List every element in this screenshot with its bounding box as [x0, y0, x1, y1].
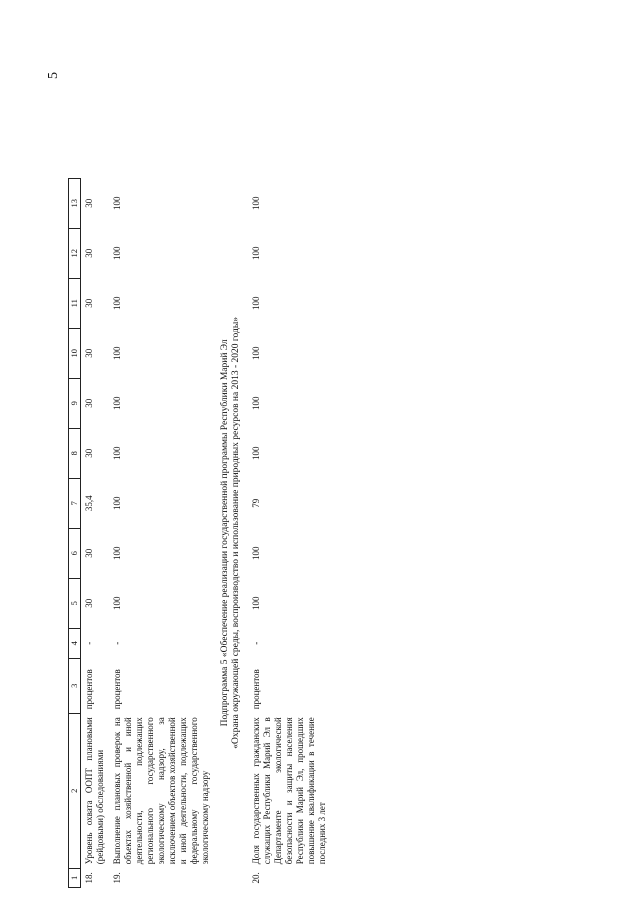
value-cell: 100 — [112, 196, 122, 210]
table-header-row — [69, 178, 81, 887]
value-cell: 30 — [84, 398, 94, 408]
value-cell: 30 — [84, 198, 94, 208]
header-cell: 6 — [69, 528, 81, 578]
value-cell: 100 — [112, 496, 122, 510]
row-number: 20. — [251, 872, 261, 884]
header-cell: 11 — [69, 278, 81, 328]
table-row — [248, 178, 331, 887]
value-cell: 30 — [84, 298, 94, 308]
value-cell: 100 — [251, 346, 261, 360]
value-cell: 100 — [112, 296, 122, 310]
value-cell: 100 — [251, 446, 261, 460]
col4-cell: - — [84, 641, 94, 645]
subprogram-heading — [214, 178, 248, 887]
value-cell: 100 — [112, 596, 122, 610]
subprogram-title-line1: Подпрограмма 5 «Обеспечение реализации государственной программы Республики Марий Эл — [220, 339, 230, 727]
value-cell: 35,4 — [84, 495, 94, 512]
unit-cell: процентов — [84, 669, 94, 710]
header-cell: 12 — [69, 228, 81, 278]
header-cell: 10 — [69, 328, 81, 378]
row-number: 19. — [112, 872, 122, 884]
value-cell: 100 — [112, 546, 122, 560]
value-cell: 100 — [112, 246, 122, 260]
value-cell: 100 — [251, 246, 261, 260]
value-cell: 100 — [251, 296, 261, 310]
header-cell: 9 — [69, 378, 81, 428]
page-number: 5 — [46, 72, 61, 79]
row-number: 18. — [84, 872, 94, 884]
unit-cell: процентов — [251, 669, 261, 710]
header-cell: 3 — [69, 658, 81, 713]
col4-cell: - — [251, 641, 261, 645]
header-cell: 8 — [69, 428, 81, 478]
value-cell: 100 — [251, 396, 261, 410]
unit-cell: процентов — [112, 669, 122, 710]
value-cell: 100 — [251, 596, 261, 610]
value-cell: 100 — [112, 396, 122, 410]
header-cell: 2 — [69, 713, 81, 868]
header-cell: 4 — [69, 628, 81, 658]
table-row — [81, 178, 110, 887]
value-cell: 100 — [112, 446, 122, 460]
value-cell: 100 — [251, 546, 261, 560]
header-cell: 13 — [69, 178, 81, 228]
value-cell: 30 — [84, 248, 94, 258]
subprogram-row — [214, 178, 248, 887]
rotated-page-content — [46, 68, 550, 888]
value-cell: 100 — [112, 346, 122, 360]
table-row — [109, 178, 214, 887]
indicators-table — [68, 178, 331, 888]
header-cell: 1 — [69, 868, 81, 887]
indicator-name: Уровень охвата ООПТ плановыми (рейдовыми) обследованиями — [84, 717, 105, 865]
subprogram-title-line2: «Охрана окружающей среды, воспроизводство и использование природных ресурсов на 2013 - 2020 годы» — [231, 316, 241, 749]
value-cell: 30 — [84, 448, 94, 458]
value-cell: 30 — [84, 548, 94, 558]
value-cell: 30 — [84, 598, 94, 608]
indicator-name: Выполнение плановых проверок на объектах хозяйственной и иной деятельности, подлежащих регионального государственного экологическому надзору, за исключением объектов хозяйственной и иной деятельности, подлежащих федеральному государственного экологическому надзору — [112, 717, 210, 865]
col4-cell: - — [112, 641, 122, 645]
value-cell: 100 — [251, 196, 261, 210]
header-cell: 5 — [69, 578, 81, 628]
value-cell: 30 — [84, 348, 94, 358]
value-cell: 79 — [251, 498, 261, 508]
indicator-name: Доля государственных гражданских служащих Республики Марий Эл в Департаменте экологической безопасности и защиты населения Республики Марий Эл, прошедших повышение квалификации в течение последних 3 лет — [251, 717, 327, 865]
header-cell: 7 — [69, 478, 81, 528]
